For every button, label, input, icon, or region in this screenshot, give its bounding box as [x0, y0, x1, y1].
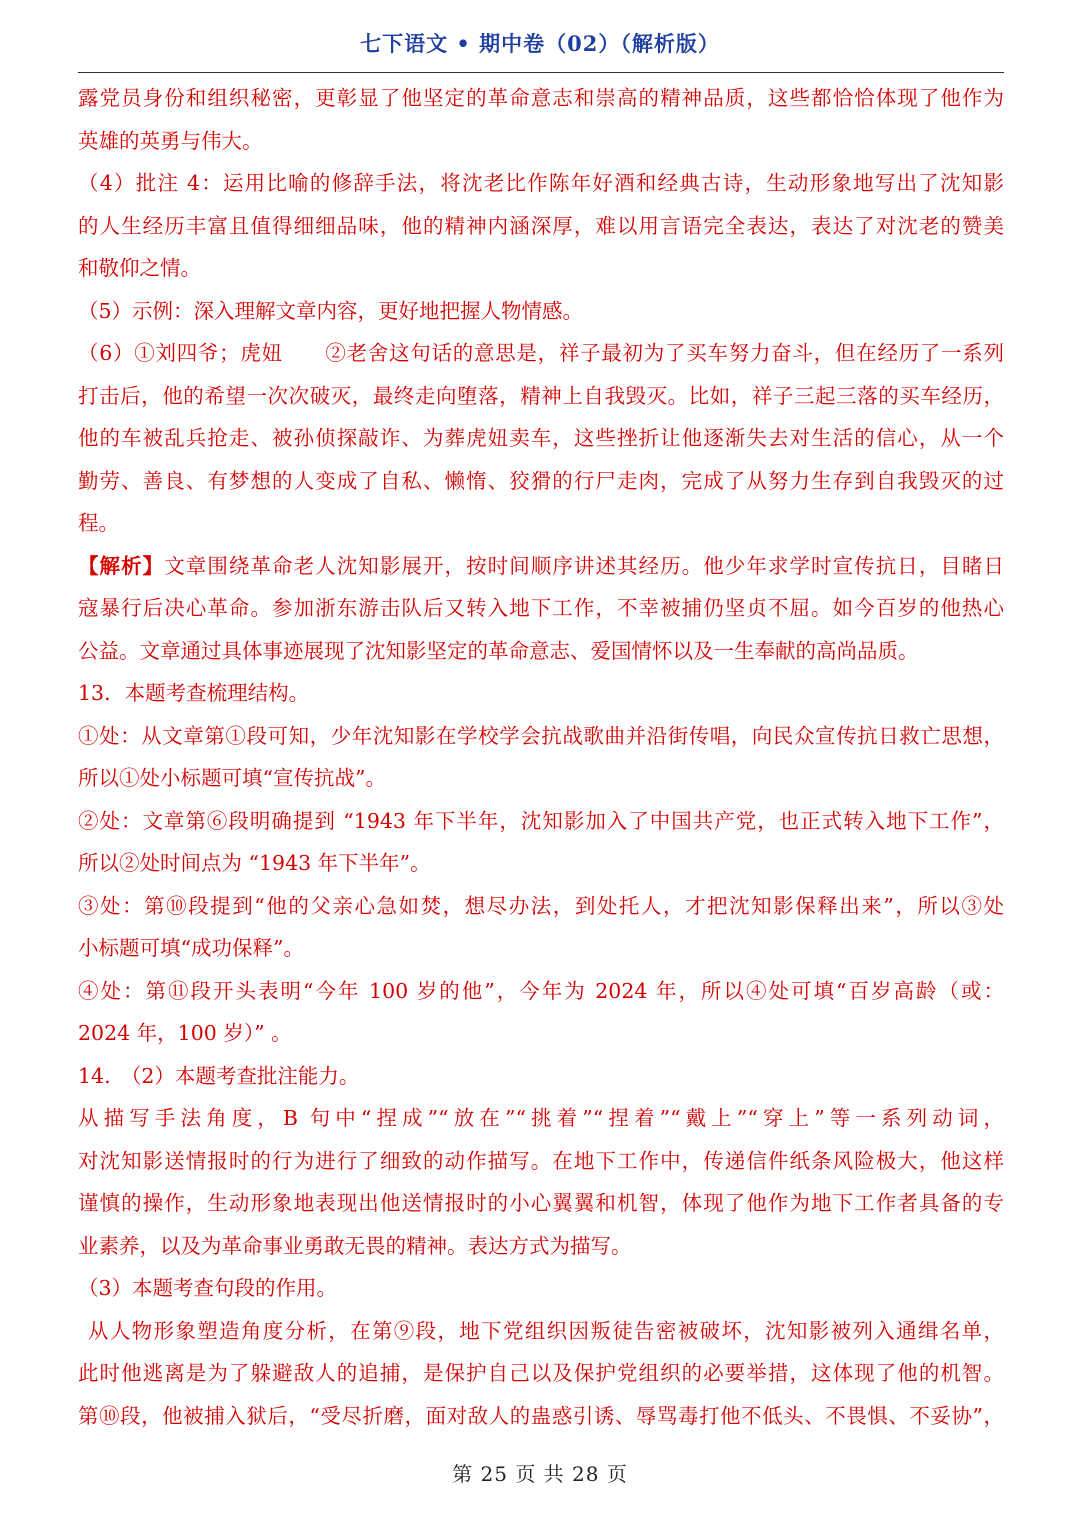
q13-heading: 13．本题考查梳理结构。 [78, 681, 310, 705]
q14-line: 谨慎的操作，生动形象地表现出他送情报时的小心翼翼和机智，体现了他作为地下工作者具备的专 [78, 1191, 1004, 1215]
q14-heading: 14. （2）本题考查批注能力。 [78, 1063, 360, 1088]
text-line: （5）示例：深入理解文章内容，更好地把握人物情感。 [78, 298, 584, 323]
q14-line: 此时他逃离是为了躲避敌人的追捕，是保护自己以及保护党组织的必要举措，这体现了他的机智。 [78, 1361, 1004, 1385]
analysis-text: 文章围绕革命老人沈知影展开，按时间顺序讲述其经历。他少年求学时宣传抗日，目睹日 [164, 553, 1005, 578]
analysis-line: 寇暴行后决心革命。参加浙东游击队后又转入地下工作，不幸被捕仍坚贞不屈。如今百岁的他热心 [78, 596, 1004, 620]
q14-line: 业素养，以及为革命事业勇敢无畏的精神。表达方式为描写。 [78, 1233, 632, 1258]
q14-line: 第⑩段，他被捕入狱后，“受尽折磨，面对敌人的蛊惑引诱、辱骂毒打他不低头、不畏惧、不妥协”， [78, 1403, 1004, 1428]
text-line: 程。 [78, 511, 119, 535]
text-line: （6）①刘四爷；虎妞 ②老舍这句话的意思是，祥子最初为了买车努力奋斗，但在经历了一系列 [78, 341, 1004, 365]
q13-line: ③处：第⑩段提到“他的父亲心急如焚，想尽办法，到处托人，才把沈知影保释出来”，所以③处 [78, 893, 1004, 918]
q13-line: 2024 年，100 岁）” 。 [78, 1021, 292, 1045]
text-line: 露党员身份和组织秘密，更彰显了他坚定的革命意志和崇高的精神品质，这些都恰恰体现了他作为 [78, 86, 1004, 110]
answer-content [78, 77, 1004, 1437]
text-line: 和敬仰之情。 [78, 256, 201, 280]
q13-line: ②处：文章第⑥段明确提到 “1943 年下半年，沈知影加入了中国共产党，也正式转入地下工作”， [78, 808, 1004, 833]
page-header-title: 七下语文 • 期中卷（02）（解析版） [360, 31, 720, 56]
header-divider [78, 72, 1004, 73]
q13-line: 所以②处时间点为 “1943 年下半年”。 [78, 851, 431, 875]
analysis-tag: 【解析】 [78, 553, 165, 578]
q13-line: 小标题可填“成功保释”。 [78, 936, 304, 960]
text-line: （4）批注 4：运用比喻的修辞手法，将沈老比作陈年好酒和经典古诗，生动形象地写出了沈知影 [78, 171, 1004, 195]
q13-line: 所以①处小标题可填“宣传抗战”。 [78, 766, 386, 790]
text-line: 他的车被乱兵抢走、被孙侦探敲诈、为葬虎妞卖车，这些挫折让他逐渐失去对生活的信心，从一个 [78, 426, 1004, 450]
q13-line: ④处：第⑪段开头表明“今年 100 岁的他”，今年为 2024 年，所以④处可填“百岁高龄（或： [78, 978, 1004, 1003]
text-line: 的人生经历丰富且值得细细品味，他的精神内涵深厚，难以用言语完全表达，表达了对沈老的赞美 [78, 213, 1004, 238]
q13-line: ①处：从文章第①段可知，少年沈知影在学校学会抗战歌曲并沿街传唱，向民众宣传抗日救亡思想， [78, 723, 1004, 748]
q14-line: 从描写手法角度，B 句中“捏成”“放在”“挑着”“捏着”“戴上”“穿上”等一系列动词， [78, 1106, 1004, 1130]
text-line: 勤劳、善良、有梦想的人变成了自私、懒惰、狡猾的行尸走肉，完成了从努力生存到自我毁灭的过 [78, 468, 1004, 493]
q14-line: 对沈知影送情报时的行为进行了细致的动作描写。在地下工作中，传递信件纸条风险极大，他这样 [78, 1148, 1004, 1173]
analysis-line [78, 545, 1004, 588]
text-line: 打击后，他的希望一次次破灭，最终走向堕落，精神上自我毁灭。比如，祥子三起三落的买车经历， [78, 383, 1004, 408]
page-number: 第 25 页 共 28 页 [452, 1462, 628, 1486]
q14-subheading: （3）本题考查句段的作用。 [78, 1276, 338, 1300]
q14-line: 从人物形象塑造角度分析，在第⑨段，地下党组织因叛徒告密被破坏，沈知影被列入通缉名单， [88, 1318, 1004, 1343]
text-line: 英雄的英勇与伟大。 [78, 128, 263, 153]
analysis-line: 公益。文章通过具体事迹展现了沈知影坚定的革命意志、爱国情怀以及一生奉献的高尚品质。 [78, 638, 919, 663]
